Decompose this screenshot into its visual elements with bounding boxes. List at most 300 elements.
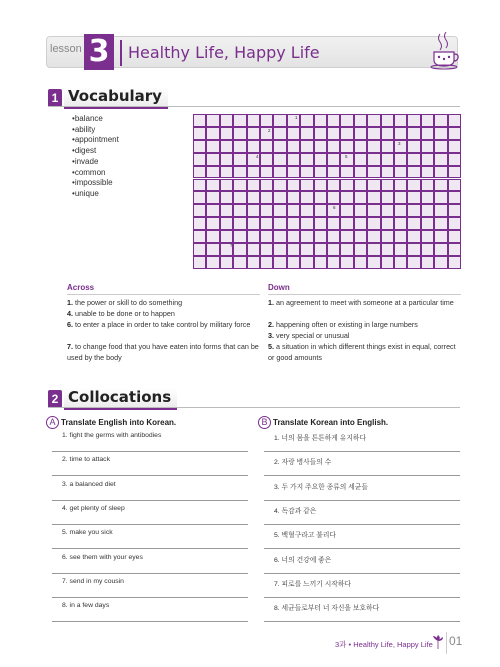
crossword-cell[interactable] <box>206 204 219 217</box>
footer-lesson: 3과 • Healthy Life, Happy Life <box>335 640 433 649</box>
crossword-cell[interactable] <box>448 127 461 140</box>
crossword-cell[interactable] <box>407 217 420 230</box>
crossword-cell[interactable] <box>367 166 380 179</box>
crossword-cell[interactable] <box>287 256 300 269</box>
crossword-cell[interactable] <box>193 153 206 166</box>
crossword-cell[interactable] <box>381 191 394 204</box>
word-bank-item: • ability <box>72 125 119 136</box>
answer-line[interactable] <box>264 548 460 549</box>
crossword-cell[interactable] <box>193 204 206 217</box>
crossword-cell[interactable] <box>247 191 260 204</box>
crossword-cell[interactable] <box>287 179 300 192</box>
crossword-cell[interactable] <box>421 140 434 153</box>
answer-line[interactable] <box>264 573 460 574</box>
collocation-item: 3. a balanced diet <box>62 480 116 488</box>
crossword-cell[interactable] <box>367 217 380 230</box>
crossword-cell[interactable] <box>434 204 447 217</box>
crossword-cell[interactable] <box>407 114 420 127</box>
lesson-number: 3 <box>84 34 114 70</box>
crossword-cell[interactable] <box>273 127 286 140</box>
crossword-cell[interactable] <box>448 166 461 179</box>
crossword-cell[interactable] <box>273 191 286 204</box>
crossword-cell[interactable] <box>233 243 246 256</box>
crossword-cell[interactable] <box>327 114 340 127</box>
crossword-cell[interactable] <box>287 140 300 153</box>
answer-line[interactable] <box>264 451 460 452</box>
crossword-cell[interactable] <box>287 230 300 243</box>
crossword-cell[interactable] <box>273 243 286 256</box>
crossword-cell[interactable] <box>260 217 273 230</box>
crossword-cell[interactable] <box>434 191 447 204</box>
crossword-cell[interactable] <box>206 191 219 204</box>
crossword-cell[interactable] <box>381 217 394 230</box>
crossword-cell[interactable] <box>233 179 246 192</box>
answer-line[interactable] <box>264 475 460 476</box>
collocation-item: 6. see them with your eyes <box>62 553 143 561</box>
crossword-cell[interactable] <box>300 153 313 166</box>
crossword-cell[interactable] <box>327 140 340 153</box>
crossword-cell[interactable] <box>381 179 394 192</box>
crossword-cell[interactable] <box>448 179 461 192</box>
crossword-cell[interactable] <box>394 153 407 166</box>
flower-icon <box>432 633 444 649</box>
across-divider <box>67 294 260 295</box>
crossword-cell[interactable] <box>394 243 407 256</box>
crossword-cell[interactable] <box>220 230 233 243</box>
crossword-cell[interactable] <box>381 153 394 166</box>
crossword-cell[interactable] <box>394 166 407 179</box>
crossword-cell[interactable] <box>381 256 394 269</box>
crossword-cell[interactable] <box>448 140 461 153</box>
crossword-cell[interactable] <box>314 191 327 204</box>
crossword-cell[interactable] <box>394 191 407 204</box>
crossword-cell[interactable] <box>434 114 447 127</box>
crossword-cell[interactable] <box>327 166 340 179</box>
crossword-cell[interactable] <box>367 243 380 256</box>
crossword-cell[interactable] <box>206 256 219 269</box>
crossword-cell[interactable] <box>448 243 461 256</box>
crossword-cell[interactable] <box>314 140 327 153</box>
crossword-cell[interactable] <box>340 114 353 127</box>
crossword-cell[interactable] <box>407 191 420 204</box>
crossword-number: 2 <box>268 128 271 133</box>
collocation-item: 3. 두 가지 주요한 종류의 세균들 <box>274 483 368 491</box>
crossword-cell[interactable] <box>233 166 246 179</box>
crossword-cell[interactable] <box>421 191 434 204</box>
crossword-cell[interactable] <box>220 127 233 140</box>
crossword-cell[interactable] <box>287 153 300 166</box>
lesson-title: Healthy Life, Happy Life <box>120 40 410 66</box>
crossword-cell[interactable] <box>193 230 206 243</box>
crossword-cell[interactable] <box>448 217 461 230</box>
crossword-cell[interactable] <box>273 179 286 192</box>
crossword-cell[interactable] <box>381 166 394 179</box>
crossword-cell[interactable] <box>421 204 434 217</box>
crossword-cell[interactable] <box>340 204 353 217</box>
crossword-cell[interactable] <box>233 114 246 127</box>
crossword-cell[interactable] <box>300 127 313 140</box>
crossword-cell[interactable] <box>354 230 367 243</box>
collocation-item: 1. fight the germs with antibodies <box>62 432 162 439</box>
answer-line[interactable] <box>264 524 460 525</box>
crossword-cell[interactable] <box>193 114 206 127</box>
crossword-cell[interactable] <box>220 256 233 269</box>
crossword-cell[interactable] <box>300 243 313 256</box>
crossword-cell[interactable] <box>434 166 447 179</box>
crossword-cell[interactable] <box>407 127 420 140</box>
word-bank-item: • digest <box>72 146 119 157</box>
crossword-cell[interactable] <box>340 217 353 230</box>
crossword-cell[interactable] <box>394 256 407 269</box>
lesson-label: lesson <box>50 43 82 55</box>
crossword-cell[interactable] <box>300 204 313 217</box>
crossword-cell[interactable] <box>260 140 273 153</box>
crossword-cell[interactable] <box>448 230 461 243</box>
crossword-cell[interactable] <box>233 217 246 230</box>
collocation-item: 2. 자랑 병사들의 수 <box>274 459 332 467</box>
crossword-cell[interactable] <box>327 230 340 243</box>
crossword-cell[interactable] <box>434 217 447 230</box>
crossword-cell[interactable] <box>260 204 273 217</box>
crossword-cell[interactable] <box>354 166 367 179</box>
collocation-item: 5. 백혈구라고 불리다 <box>274 532 336 540</box>
crossword-cell[interactable] <box>421 243 434 256</box>
crossword-cell[interactable] <box>233 256 246 269</box>
crossword-cell[interactable] <box>381 204 394 217</box>
crossword-cell[interactable] <box>300 191 313 204</box>
collocation-item: 8. in a few days <box>62 602 110 610</box>
crossword-cell[interactable] <box>434 243 447 256</box>
part-a-badge: A <box>46 416 59 429</box>
crossword-cell[interactable] <box>300 166 313 179</box>
crossword-cell[interactable] <box>394 179 407 192</box>
crossword-cell[interactable] <box>448 191 461 204</box>
crossword-cell[interactable] <box>354 191 367 204</box>
crossword-cell[interactable] <box>193 243 206 256</box>
down-heading: Down <box>268 283 290 292</box>
section-title: Collocations <box>64 388 177 410</box>
crossword-cell[interactable] <box>407 256 420 269</box>
crossword-cell[interactable] <box>367 179 380 192</box>
crossword-cell[interactable] <box>354 204 367 217</box>
answer-line[interactable] <box>52 524 248 525</box>
crossword-cell[interactable] <box>340 179 353 192</box>
crossword-cell[interactable] <box>233 191 246 204</box>
crossword-cell[interactable] <box>220 179 233 192</box>
crossword-cell[interactable] <box>260 191 273 204</box>
crossword-cell[interactable] <box>421 166 434 179</box>
crossword-cell[interactable] <box>314 243 327 256</box>
crossword-cell[interactable] <box>434 256 447 269</box>
crossword-cell[interactable] <box>381 243 394 256</box>
across-clue: 6. to enter a place in order to take control by military force <box>67 320 251 329</box>
crossword-cell[interactable] <box>233 153 246 166</box>
crossword-cell[interactable] <box>421 114 434 127</box>
crossword-cell[interactable] <box>340 230 353 243</box>
crossword-cell[interactable] <box>394 127 407 140</box>
crossword-cell[interactable] <box>407 204 420 217</box>
crossword-cell[interactable] <box>421 230 434 243</box>
crossword-cell[interactable] <box>273 217 286 230</box>
crossword-cell[interactable] <box>300 230 313 243</box>
crossword-cell[interactable] <box>287 191 300 204</box>
crossword-cell[interactable] <box>233 230 246 243</box>
crossword-cell[interactable] <box>273 230 286 243</box>
crossword-cell[interactable] <box>407 179 420 192</box>
part-a-title: Translate English into Korean. <box>61 418 177 427</box>
crossword-cell[interactable] <box>340 191 353 204</box>
crossword-cell[interactable] <box>300 217 313 230</box>
crossword-cell[interactable] <box>206 230 219 243</box>
answer-line[interactable] <box>52 573 248 574</box>
crossword-cell[interactable] <box>340 166 353 179</box>
crossword-cell[interactable] <box>407 243 420 256</box>
crossword-cell[interactable] <box>260 230 273 243</box>
crossword-cell[interactable] <box>273 166 286 179</box>
section-divider <box>48 407 460 408</box>
crossword-cell[interactable] <box>407 140 420 153</box>
crossword-cell[interactable] <box>206 114 219 127</box>
crossword-cell[interactable] <box>421 153 434 166</box>
crossword-cell[interactable] <box>367 230 380 243</box>
crossword-cell[interactable] <box>434 127 447 140</box>
section-number: 1 <box>48 89 62 107</box>
crossword-cell[interactable] <box>300 114 313 127</box>
answer-line[interactable] <box>52 451 248 452</box>
crossword-cell[interactable] <box>300 256 313 269</box>
answer-line[interactable] <box>52 597 248 598</box>
crossword-cell[interactable] <box>327 179 340 192</box>
crossword-cell[interactable] <box>206 179 219 192</box>
crossword-cell[interactable] <box>220 166 233 179</box>
crossword-cell[interactable] <box>421 127 434 140</box>
crossword-cell[interactable] <box>394 217 407 230</box>
across-clue: 7. to change food that you have eaten into forms that can be used by the body <box>67 342 259 362</box>
crossword-cell[interactable] <box>287 243 300 256</box>
crossword-cell[interactable] <box>367 140 380 153</box>
section-divider <box>48 106 460 107</box>
part-b-badge: B <box>258 416 271 429</box>
crossword-cell[interactable] <box>193 166 206 179</box>
crossword-cell[interactable] <box>247 114 260 127</box>
crossword-cell[interactable] <box>206 166 219 179</box>
crossword-cell[interactable] <box>233 140 246 153</box>
crossword-cell[interactable] <box>193 127 206 140</box>
crossword-cell[interactable] <box>434 179 447 192</box>
crossword-cell[interactable] <box>367 127 380 140</box>
crossword-cell[interactable] <box>233 204 246 217</box>
across-clue: 1. the power or skill to do something <box>67 298 183 307</box>
crossword-cell[interactable] <box>300 179 313 192</box>
crossword-cell[interactable] <box>434 153 447 166</box>
section-title: Vocabulary <box>64 87 168 109</box>
crossword-cell[interactable] <box>354 114 367 127</box>
crossword-cell[interactable] <box>247 127 260 140</box>
crossword-cell[interactable] <box>394 230 407 243</box>
crossword-cell[interactable] <box>260 179 273 192</box>
crossword-cell[interactable] <box>448 153 461 166</box>
crossword-cell[interactable] <box>327 256 340 269</box>
crossword-cell[interactable] <box>260 153 273 166</box>
crossword-cell[interactable] <box>206 140 219 153</box>
collocation-item: 2. time to attack <box>62 456 110 464</box>
crossword-cell[interactable] <box>193 179 206 192</box>
crossword-cell[interactable] <box>220 204 233 217</box>
crossword-cell[interactable] <box>354 243 367 256</box>
crossword-cell[interactable] <box>340 140 353 153</box>
answer-line[interactable] <box>264 500 460 501</box>
crossword-cell[interactable] <box>367 114 380 127</box>
crossword-cell[interactable] <box>220 153 233 166</box>
crossword-number: 7 <box>230 243 233 248</box>
crossword-cell[interactable] <box>354 256 367 269</box>
crossword-cell[interactable] <box>327 127 340 140</box>
crossword-cell[interactable] <box>448 114 461 127</box>
crossword-cell[interactable] <box>273 114 286 127</box>
crossword-cell[interactable] <box>220 140 233 153</box>
crossword-cell[interactable] <box>407 153 420 166</box>
crossword-cell[interactable] <box>206 243 219 256</box>
crossword-cell[interactable] <box>407 230 420 243</box>
crossword-cell[interactable] <box>247 243 260 256</box>
crossword-grid <box>193 114 461 269</box>
crossword-cell[interactable] <box>340 256 353 269</box>
crossword-cell[interactable] <box>448 204 461 217</box>
crossword-cell[interactable] <box>206 153 219 166</box>
crossword-cell[interactable] <box>314 166 327 179</box>
word-bank-item: • invade <box>72 157 119 168</box>
crossword-cell[interactable] <box>247 256 260 269</box>
collocation-item: 8. 세균들로부터 너 자신을 보호하다 <box>274 605 380 613</box>
crossword-cell[interactable] <box>381 127 394 140</box>
crossword-cell[interactable] <box>421 256 434 269</box>
crossword-cell[interactable] <box>434 140 447 153</box>
answer-line[interactable] <box>264 621 460 622</box>
crossword-cell[interactable] <box>287 217 300 230</box>
crossword-cell[interactable] <box>247 166 260 179</box>
crossword-cell[interactable] <box>314 204 327 217</box>
crossword-cell[interactable] <box>367 204 380 217</box>
crossword-cell[interactable] <box>273 204 286 217</box>
crossword-cell[interactable] <box>327 217 340 230</box>
crossword-cell[interactable] <box>394 204 407 217</box>
crossword-cell[interactable] <box>287 166 300 179</box>
crossword-cell[interactable] <box>247 230 260 243</box>
crossword-cell[interactable] <box>327 243 340 256</box>
crossword-number: 4 <box>256 154 259 159</box>
crossword-cell[interactable] <box>381 230 394 243</box>
answer-line[interactable] <box>52 500 248 501</box>
crossword-cell[interactable] <box>273 256 286 269</box>
crossword-cell[interactable] <box>327 191 340 204</box>
crossword-cell[interactable] <box>421 179 434 192</box>
crossword-cell[interactable] <box>260 256 273 269</box>
crossword-cell[interactable] <box>220 217 233 230</box>
crossword-cell[interactable] <box>300 140 313 153</box>
page-number: 01 <box>449 634 463 648</box>
answer-line[interactable] <box>52 475 248 476</box>
crossword-cell[interactable] <box>421 217 434 230</box>
crossword-cell[interactable] <box>206 217 219 230</box>
crossword-cell[interactable] <box>260 243 273 256</box>
crossword-cell[interactable] <box>206 127 219 140</box>
crossword-cell[interactable] <box>260 114 273 127</box>
across-heading: Across <box>67 283 95 292</box>
crossword-cell[interactable] <box>247 217 260 230</box>
crossword-cell[interactable] <box>287 114 300 127</box>
crossword-cell[interactable] <box>314 230 327 243</box>
crossword-cell[interactable] <box>340 243 353 256</box>
crossword-cell[interactable] <box>381 140 394 153</box>
crossword-cell[interactable] <box>287 204 300 217</box>
crossword-cell[interactable] <box>314 179 327 192</box>
crossword-cell[interactable] <box>247 204 260 217</box>
word-bank-item: • appointment <box>72 135 119 146</box>
word-bank-item: • unique <box>72 189 119 200</box>
answer-line[interactable] <box>52 621 248 622</box>
crossword-cell[interactable] <box>434 230 447 243</box>
crossword-cell[interactable] <box>220 191 233 204</box>
crossword-cell[interactable] <box>354 153 367 166</box>
crossword-number: 3 <box>398 141 401 146</box>
across-clue: 4. unable to be done or to happen <box>67 309 175 318</box>
crossword-cell[interactable] <box>273 140 286 153</box>
crossword-cell[interactable] <box>314 114 327 127</box>
crossword-cell[interactable] <box>407 166 420 179</box>
crossword-cell[interactable] <box>327 153 340 166</box>
crossword-cell[interactable] <box>273 153 286 166</box>
crossword-cell[interactable] <box>193 140 206 153</box>
crossword-cell[interactable] <box>381 114 394 127</box>
crossword-cell[interactable] <box>314 127 327 140</box>
crossword-cell[interactable] <box>367 256 380 269</box>
crossword-cell[interactable] <box>287 127 300 140</box>
crossword-cell[interactable] <box>394 114 407 127</box>
answer-line[interactable] <box>52 548 248 549</box>
collocation-item: 6. 너의 건강에 좋은 <box>274 556 332 564</box>
collocation-item: 7. send in my cousin <box>62 577 124 585</box>
crossword-cell[interactable] <box>314 217 327 230</box>
crossword-cell[interactable] <box>233 127 246 140</box>
down-clue: 3. very special or unusual <box>268 331 350 340</box>
crossword-cell[interactable] <box>354 179 367 192</box>
crossword-cell[interactable] <box>367 153 380 166</box>
crossword-cell[interactable] <box>193 256 206 269</box>
collocation-item: 1. 너의 몸을 튼튼하게 유지하다 <box>274 435 367 442</box>
collocation-item: 5. make you sick <box>62 529 113 537</box>
crossword-cell[interactable] <box>314 256 327 269</box>
crossword-cell[interactable] <box>367 191 380 204</box>
crossword-cell[interactable] <box>314 153 327 166</box>
crossword-cell[interactable] <box>193 191 206 204</box>
crossword-cell[interactable] <box>220 114 233 127</box>
crossword-cell[interactable] <box>354 127 367 140</box>
down-clue: 5. a situation in which different things exist in equal, correct or good amounts <box>268 342 456 362</box>
crossword-cell[interactable] <box>260 127 273 140</box>
part-b-title: Translate Korean into English. <box>273 418 389 427</box>
crossword-cell[interactable] <box>247 140 260 153</box>
crossword-cell[interactable] <box>340 127 353 140</box>
crossword-cell[interactable] <box>354 217 367 230</box>
word-bank-item: • impossible <box>72 178 119 189</box>
crossword-cell[interactable] <box>260 166 273 179</box>
answer-line[interactable] <box>264 597 460 598</box>
crossword-cell[interactable] <box>354 140 367 153</box>
down-clue: 2. happening often or existing in large numbers <box>268 320 418 329</box>
crossword-cell[interactable] <box>448 256 461 269</box>
crossword-cell[interactable] <box>193 217 206 230</box>
crossword-cell[interactable] <box>247 179 260 192</box>
